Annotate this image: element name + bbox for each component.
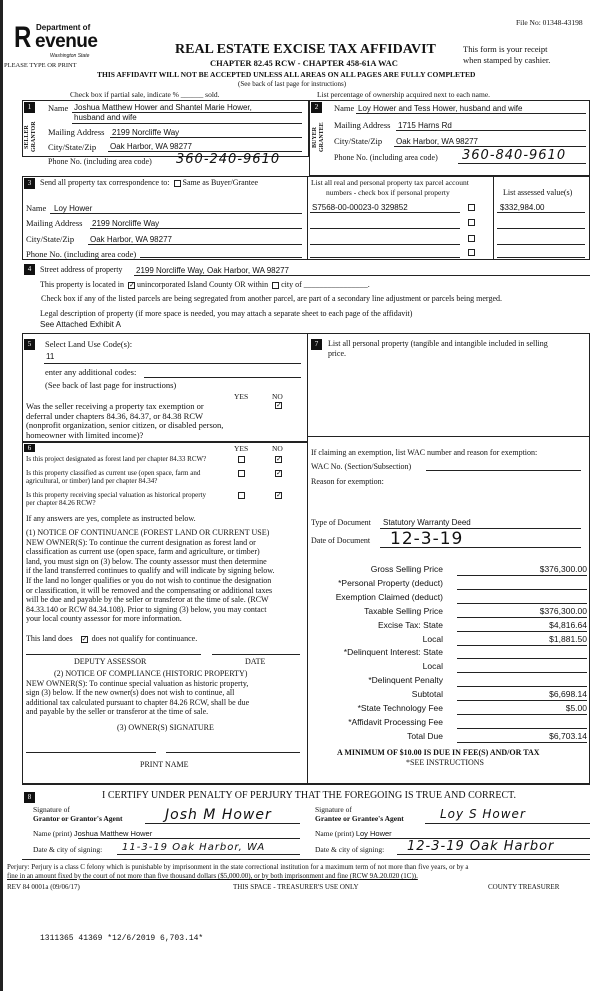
assessed-value[interactable]: $332,984.00 bbox=[500, 203, 545, 212]
grantor-name[interactable]: Joshua Matthew Hower bbox=[73, 829, 153, 838]
property-street-address[interactable]: 2199 Norcliffe Way, Oak Harbor, WA 98277 bbox=[136, 266, 289, 275]
forest-yes-checkbox[interactable] bbox=[238, 456, 245, 463]
fee-row bbox=[310, 702, 590, 716]
document-date[interactable]: 12-3-19 bbox=[390, 529, 464, 549]
forest-land-question: Is this project designated as forest land per chapter 84.33 RCW? bbox=[26, 455, 207, 463]
treasurer-use: THIS SPACE - TREASURER'S USE ONLY bbox=[233, 883, 359, 891]
city-checkbox[interactable] bbox=[272, 282, 279, 289]
grantor-name-row: Name (print) Joshua Matthew Hower bbox=[33, 829, 153, 838]
exemption-label: If claiming an exemption, list WAC number and reason for exemption: bbox=[311, 448, 538, 457]
historic-no-checkbox[interactable]: ✓ bbox=[276, 491, 282, 499]
fee-value[interactable]: $5.00 bbox=[457, 702, 587, 715]
fee-label: *State Technology Fee bbox=[357, 703, 443, 713]
located-in: This property is located in ✓ unincorporated Island County OR within city of ________________. bbox=[40, 280, 370, 289]
fee-label: Local bbox=[422, 633, 443, 644]
fee-row bbox=[310, 619, 590, 633]
scan-edge bbox=[0, 0, 3, 991]
notice-of-continuance: (1) NOTICE OF CONTINUANCE (FOREST LAND OR CURRENT USE) NEW OWNER(S): To continue the current designation as forest land or classification as current use (open space, farm and agriculture, or timber) land, you must sign on (3) below. The county assessor must then determine if the land transferred continues to qualify and will indicate by signing below. If the land no longer qualifies or you do not wish to continue the designation or classification, it will be removed and the compensating or additional taxes will be due and payable by the seller or transferor at the time of sale. (RCW 84.33.140 or RCW 84.34.108). Prior to signing (3) below, you may contact your local county assessor for more information. bbox=[26, 528, 275, 624]
personal-property-checkbox[interactable] bbox=[468, 219, 475, 226]
seller-name[interactable]: Joshua Matthew Hower and Shantel Marie Hower, bbox=[74, 103, 252, 112]
label: Date & city of signing: bbox=[33, 845, 103, 854]
fee-row bbox=[310, 563, 590, 577]
parcel-header: List all real and personal property tax parcel account bbox=[311, 178, 469, 187]
label: enter any additional codes: bbox=[45, 367, 137, 377]
label: NO bbox=[272, 392, 283, 401]
deputy-assessor-label: DEPUTY ASSESSOR bbox=[74, 657, 147, 666]
fee-value[interactable] bbox=[457, 660, 587, 673]
seller-grantor-label: SELLER GRANTOR bbox=[24, 121, 37, 153]
fee-label: Subtotal bbox=[411, 689, 443, 700]
wac-label: WAC No. (Section/Subsection) bbox=[311, 462, 412, 471]
label: Name bbox=[48, 103, 69, 113]
correspondence-name[interactable]: Loy Hower bbox=[54, 204, 93, 213]
label: City/State/Zip bbox=[48, 142, 97, 152]
fee-value[interactable] bbox=[457, 577, 587, 590]
correspondence-header: Send all property tax correspondence to: Same as Buyer/Grantee bbox=[40, 178, 259, 187]
exemption-no-checkbox[interactable]: ✓ bbox=[276, 401, 282, 409]
forest-no-checkbox[interactable]: ✓ bbox=[276, 455, 282, 463]
label: Name bbox=[26, 203, 47, 213]
fee-row bbox=[310, 730, 590, 744]
label: Mailing Address bbox=[48, 127, 105, 137]
buyer-grantee-label: BUYER GRANTEE bbox=[312, 122, 325, 152]
correspondence-city[interactable]: Oak Harbor, WA 98277 bbox=[90, 235, 172, 244]
fee-label: Exemption Claimed (deduct) bbox=[335, 591, 443, 602]
continuance-choice: This land does ✓ does not qualify for continuance. bbox=[26, 634, 198, 643]
fee-row bbox=[310, 591, 590, 605]
fee-value[interactable]: $376,300.00 bbox=[457, 563, 587, 576]
parcel-number[interactable]: S7568-00-00023-0 329852 bbox=[312, 203, 408, 212]
segregated-note: Check box if any of the listed parcels are being segregated from another parcel, are part of a secondary line adjustment or parcels being merged. bbox=[41, 294, 502, 303]
label: Type of Document bbox=[311, 518, 371, 527]
buyer-name[interactable]: Loy Hower and Tess Hower, husband and wife bbox=[358, 104, 523, 113]
section-number: 6 bbox=[24, 444, 35, 452]
current-use-yes-checkbox[interactable] bbox=[238, 470, 245, 477]
perjury-note: Perjury: Perjury is a class C felony which is punishable by imprisonment in the state correctional institution for a maximum term of not more than five years, or by a fine in an amount fixed by the court of not more than five thousand dollars ($5,000.00), or by both imprisonment and fine (RCW 9A.20.020 (1C)). bbox=[7, 863, 469, 880]
fee-label: Gross Selling Price bbox=[370, 564, 443, 574]
seller-city[interactable]: Oak Harbor, WA 98277 bbox=[110, 142, 192, 151]
label: City/State/Zip bbox=[334, 136, 383, 146]
historic-question: Is this property receiving special valuation as historical property per chapter 84.26 RCW? bbox=[26, 491, 207, 507]
ownership-note: List percentage of ownership acquired next to each name. bbox=[317, 90, 491, 99]
current-use-question: Is this property classified as current use (open space, farm and agricultural, or timber) land per chapter 84.34? bbox=[26, 469, 201, 485]
form-subtitle: CHAPTER 82.45 RCW - CHAPTER 458-61A WAC bbox=[210, 58, 398, 68]
grantor-date-city[interactable]: 11-3-19 Oak Harbor, WA bbox=[122, 842, 266, 853]
fee-value[interactable]: $1,881.50 bbox=[457, 633, 587, 646]
label: Date of Document bbox=[311, 536, 371, 545]
grantee-date-city[interactable]: 12-3-19 Oak Harbor bbox=[407, 839, 555, 854]
fee-row bbox=[310, 716, 590, 730]
see-instructions: *SEE INSTRUCTIONS bbox=[406, 758, 485, 767]
section-number: 1 bbox=[24, 102, 35, 113]
grantee-name-row: Name (print) Loy Hower bbox=[315, 829, 392, 838]
seller-name-2[interactable]: husband and wife bbox=[74, 113, 137, 122]
grantee-signature-label: Signature of Grantee or Grantee's Agent bbox=[315, 805, 404, 823]
divider bbox=[493, 176, 494, 260]
buyer-phone[interactable]: 360-840-9610 bbox=[462, 148, 567, 163]
treasurer-stamp: 1311365 41369 *12/6/2019 6,703.14* bbox=[40, 934, 204, 943]
fee-label: Total Due bbox=[407, 730, 443, 741]
section-number: 5 bbox=[24, 339, 35, 350]
same-as-buyer-checkbox[interactable] bbox=[174, 180, 181, 187]
certify-statement: I CERTIFY UNDER PENALTY OF PERJURY THAT THE FOREGOING IS TRUE AND CORRECT. bbox=[102, 790, 516, 801]
personal-property-label: List all personal property (tangible and intangible included in selling price. bbox=[328, 339, 548, 358]
fee-row bbox=[310, 660, 590, 674]
document-type[interactable]: Statutory Warranty Deed bbox=[383, 518, 471, 527]
grantor-signature-label: Signature of Grantor or Grantor's Agent bbox=[33, 805, 123, 823]
fee-value[interactable]: $4,816.64 bbox=[457, 619, 587, 632]
label: Phone No. (including area code) bbox=[26, 249, 137, 259]
fee-row bbox=[310, 646, 590, 660]
fee-label: Excise Tax: State bbox=[377, 619, 443, 630]
divider bbox=[307, 176, 308, 260]
historic-yes-checkbox[interactable] bbox=[238, 492, 245, 499]
fee-row bbox=[310, 577, 590, 591]
fee-value[interactable] bbox=[457, 674, 587, 687]
print-name-label: PRINT NAME bbox=[140, 760, 189, 769]
owner-signature-label: (3) OWNER(S) SIGNATURE bbox=[117, 723, 214, 732]
fee-label: *Affidavit Processing Fee bbox=[348, 716, 443, 727]
label: Select Land Use Code(s): bbox=[45, 339, 133, 349]
logo-revenue: evenue bbox=[35, 31, 98, 52]
label: City/State/Zip bbox=[26, 234, 75, 244]
fee-value[interactable]: $6,703.14 bbox=[457, 730, 587, 743]
fee-value[interactable] bbox=[457, 646, 587, 659]
fee-value[interactable] bbox=[457, 716, 587, 729]
does-not-checkbox[interactable]: ✓ bbox=[81, 634, 88, 643]
warning: THIS AFFIDAVIT WILL NOT BE ACCEPTED UNLESS ALL AREAS ON ALL PAGES ARE FULLY COMPLETED bbox=[97, 70, 476, 79]
section-number: 7 bbox=[311, 339, 322, 350]
form-title: REAL ESTATE EXCISE TAX AFFIDAVIT bbox=[175, 42, 436, 57]
label: NO bbox=[272, 444, 283, 453]
please-type: PLEASE TYPE OR PRINT bbox=[4, 62, 77, 69]
personal-property-checkbox[interactable] bbox=[468, 249, 475, 256]
label: Phone No. (including area code) bbox=[48, 157, 152, 166]
receipt-note-2: when stamped by cashier. bbox=[463, 55, 551, 65]
correspondence-mailing-address[interactable]: 2199 Norcliffe Way bbox=[92, 219, 160, 228]
section-number: 2 bbox=[311, 102, 322, 113]
unincorporated-checkbox[interactable]: ✓ bbox=[128, 280, 135, 289]
legal-description-label: Legal description of property (if more space is needed, you may attach a separate sheet to each page of the affidavit) bbox=[40, 309, 413, 318]
form-revision: REV 84 0001a (09/06/17) bbox=[7, 883, 80, 891]
fee-label: *Delinquent Penalty bbox=[368, 675, 443, 686]
logo-r: R bbox=[14, 21, 32, 54]
fee-row bbox=[310, 605, 590, 619]
label: Phone No. (including area code) bbox=[334, 153, 438, 162]
notice-of-compliance: (2) NOTICE OF COMPLIANCE (HISTORIC PROPERTY) NEW OWNER(S): To continue special valuation as historic property, sign (3) below. If the new owner(s) does not wish to continue, all additional tax calculated pursuant to chapter 84.26 RCW, shall be due and payable by the seller or transferor at the time of sale. bbox=[26, 669, 250, 717]
if-yes-note: If any answers are yes, complete as instructed below. bbox=[26, 514, 196, 523]
grantee-name[interactable]: Loy Hower bbox=[355, 829, 392, 838]
land-use-code[interactable]: 11 bbox=[46, 352, 55, 361]
see-back: (See back of last page for instructions) bbox=[238, 80, 347, 88]
fee-value[interactable]: $6,698.14 bbox=[457, 688, 587, 701]
label: Street address of property bbox=[40, 265, 123, 274]
legal-description[interactable]: See Attached Exhibit A bbox=[40, 320, 121, 329]
reason-label: Reason for exemption: bbox=[311, 477, 384, 486]
section-number: 8 bbox=[24, 792, 35, 803]
seller-phone[interactable]: 360-240-9610 bbox=[176, 152, 281, 167]
personal-property-checkbox[interactable] bbox=[468, 235, 475, 242]
buyer-mailing-address[interactable]: 1715 Harns Rd bbox=[398, 121, 452, 130]
buyer-city[interactable]: Oak Harbor, WA 98277 bbox=[396, 137, 478, 146]
personal-property-checkbox[interactable] bbox=[468, 204, 475, 211]
logo-state: Washington State bbox=[50, 53, 90, 59]
label: YES bbox=[234, 444, 249, 453]
section-number: 4 bbox=[24, 264, 35, 275]
file-number: File No: 01348-43198 bbox=[516, 18, 583, 27]
current-use-no-checkbox[interactable]: ✓ bbox=[276, 469, 282, 477]
label: Mailing Address bbox=[26, 218, 83, 228]
label: (See back of last page for instructions) bbox=[45, 380, 177, 390]
logo-department: Department of bbox=[36, 23, 91, 32]
grantor-signature[interactable]: Josh M Hower bbox=[165, 807, 272, 823]
partial-sale: Check box if partial sale, indicate % ______ sold. bbox=[70, 90, 220, 99]
fee-label: Local bbox=[422, 661, 443, 672]
receipt-note: This form is your receipt bbox=[463, 44, 548, 54]
assessed-header: List assessed value(s) bbox=[503, 188, 573, 197]
county-treasurer: COUNTY TREASURER bbox=[488, 883, 560, 891]
label: Name bbox=[334, 103, 355, 113]
fee-label: *Personal Property (deduct) bbox=[338, 577, 443, 588]
grantee-signature[interactable]: Loy S Hower bbox=[440, 807, 526, 821]
fee-label: *Delinquent Interest: State bbox=[343, 647, 443, 658]
minimum-note: A MINIMUM OF $10.00 IS DUE IN FEE(S) AND/OR TAX bbox=[337, 748, 540, 757]
fee-row bbox=[310, 688, 590, 702]
fee-row bbox=[310, 674, 590, 688]
label: YES bbox=[234, 392, 249, 401]
fee-row bbox=[310, 633, 590, 647]
label: Date & city of signing: bbox=[315, 845, 385, 854]
label: Mailing Address bbox=[334, 120, 391, 130]
date-label: DATE bbox=[245, 657, 266, 666]
seller-mailing-address[interactable]: 2199 Norcliffe Way bbox=[112, 128, 180, 137]
fee-label: Taxable Selling Price bbox=[364, 605, 443, 616]
fee-value[interactable] bbox=[457, 591, 587, 604]
section-number: 3 bbox=[24, 178, 35, 189]
exemption-question: Was the seller receiving a property tax exemption or deferral under chapters 84.36, 84.37, or 84.38 RCW (nonprofit organization, senior citizen, or disabled person, homeowner with limited income)? bbox=[26, 401, 224, 440]
fee-value[interactable]: $376,300.00 bbox=[457, 605, 587, 618]
parcel-header-2: numbers - check box if personal property bbox=[326, 188, 450, 197]
